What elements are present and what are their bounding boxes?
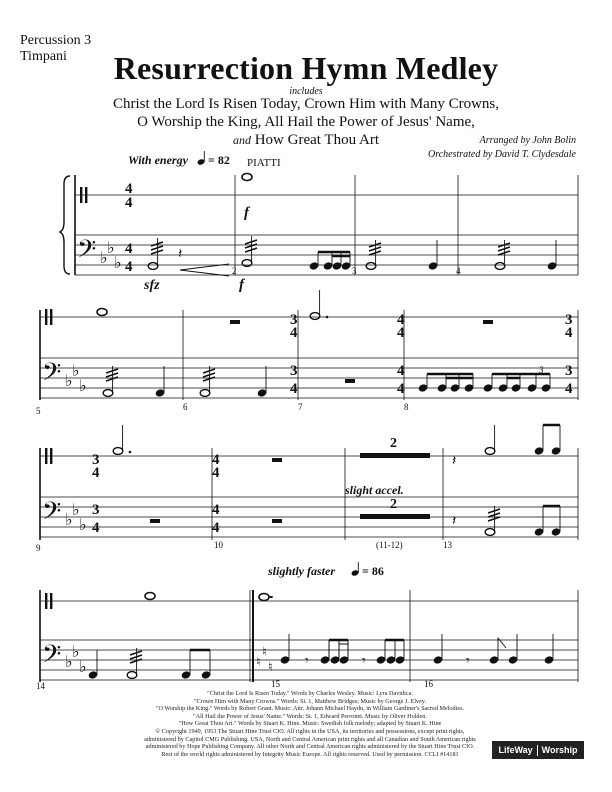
svg-text:4: 4 bbox=[290, 381, 298, 397]
footer-line: Rest of the world rights administered by Integrity Music Europe. All rights reserved. Used by permission. CCLI #14181 bbox=[161, 750, 459, 758]
includes-label: includes bbox=[289, 86, 323, 97]
measure-number: (11-12) bbox=[376, 540, 403, 550]
measure-number: 9 bbox=[36, 543, 41, 553]
footer-line: "How Great Thou Art." Words by Stuart K. Hine. Music: Swedish folk melody; adapted by Stuart K. Hine bbox=[178, 720, 442, 728]
measure-number: 3 bbox=[352, 266, 357, 276]
tempo-2-text: slightly faster bbox=[268, 564, 336, 578]
dynamic-f-2: f bbox=[239, 277, 244, 293]
multirest-count-lower: 2 bbox=[390, 497, 397, 512]
svg-text:3: 3 bbox=[92, 502, 100, 518]
svg-text:𝄢: 𝄢 bbox=[42, 641, 62, 674]
svg-text:4: 4 bbox=[397, 381, 405, 397]
footer-line: "Crown Him with Many Crowns." Words: St. 1, Matthew Bridges; Music by George J. Elvey. bbox=[194, 697, 426, 705]
measure-number: 2 bbox=[232, 266, 237, 276]
svg-text:4: 4 bbox=[397, 363, 405, 379]
measure-number: 5 bbox=[36, 406, 41, 416]
measure-number: 6 bbox=[183, 402, 188, 412]
measure-number: 14 bbox=[36, 681, 45, 690]
footer-line: "Christ the Lord Is Risen Today." Words by Charles Wesley. Music: Lyra Davidica. bbox=[207, 690, 413, 697]
svg-text:♭: ♭ bbox=[65, 512, 73, 529]
tuplet-3: 3 bbox=[539, 365, 544, 375]
svg-text:♮: ♮ bbox=[268, 659, 273, 674]
svg-text:♭: ♭ bbox=[72, 363, 80, 380]
songs-line-2: O Worship the King, All Hail the Power of Jesus' Name, bbox=[137, 114, 475, 130]
svg-text:4: 4 bbox=[212, 452, 220, 468]
publisher-logo bbox=[492, 741, 584, 759]
svg-text:4: 4 bbox=[125, 259, 133, 275]
slight-accel: slight accel. bbox=[345, 483, 404, 497]
svg-text:4: 4 bbox=[212, 520, 220, 536]
page-title: Resurrection Hymn Medley bbox=[113, 50, 499, 86]
svg-text:4: 4 bbox=[92, 465, 100, 481]
svg-text:3: 3 bbox=[92, 452, 100, 468]
svg-text:𝄾: 𝄾 bbox=[362, 654, 366, 669]
svg-text:𝄽: 𝄽 bbox=[178, 247, 183, 262]
svg-text:4: 4 bbox=[212, 502, 220, 518]
svg-text:𝄢: 𝄢 bbox=[77, 236, 97, 269]
songs-last: How Great Thou Art bbox=[254, 132, 380, 148]
measure-number: 13 bbox=[443, 540, 452, 550]
footer-line: "O Worship the King." Words by Robert Grant. Music: Attr. Johann Michael Haydn, in William Gardiner's Sacred Melodies. bbox=[155, 705, 465, 713]
svg-text:4: 4 bbox=[125, 195, 133, 211]
svg-text:𝄾: 𝄾 bbox=[466, 654, 470, 669]
tempo-1-text: With energy bbox=[128, 153, 188, 167]
svg-text:♭: ♭ bbox=[72, 502, 80, 519]
svg-text:4: 4 bbox=[397, 325, 405, 341]
measure-number: 8 bbox=[404, 402, 409, 412]
dynamic-f-1: f bbox=[244, 205, 249, 221]
svg-text:4: 4 bbox=[290, 325, 298, 341]
logo-left: LifeWay bbox=[498, 745, 533, 755]
svg-text:♮: ♮ bbox=[256, 654, 261, 669]
svg-text:♭: ♭ bbox=[65, 373, 73, 390]
svg-text:4: 4 bbox=[565, 381, 573, 397]
svg-text:♮: ♮ bbox=[262, 644, 267, 659]
songs-line-1: Christ the Lord Is Risen Today, Crown Him with Many Crowns, bbox=[112, 96, 499, 112]
multirest-count-upper: 2 bbox=[390, 436, 397, 451]
svg-text:3: 3 bbox=[290, 363, 298, 379]
dynamic-sfz: sfz bbox=[144, 278, 160, 293]
arranger-credit: Arranged by John Bolin bbox=[479, 135, 576, 146]
system-1 bbox=[60, 175, 578, 275]
logo-right: Worship bbox=[541, 745, 578, 755]
svg-text:𝄢: 𝄢 bbox=[42, 359, 62, 392]
svg-text:3: 3 bbox=[290, 312, 298, 328]
svg-text:3: 3 bbox=[565, 312, 573, 328]
svg-text:4: 4 bbox=[92, 520, 100, 536]
instrument-name: Timpani bbox=[20, 49, 67, 64]
svg-text:4: 4 bbox=[125, 241, 133, 257]
part-name: Percussion 3 bbox=[20, 33, 92, 48]
svg-text:♭: ♭ bbox=[79, 378, 87, 395]
svg-text:♭: ♭ bbox=[79, 517, 87, 534]
piatti-label: PIATTI bbox=[247, 157, 281, 169]
svg-text:4: 4 bbox=[212, 465, 220, 481]
svg-text:♭: ♭ bbox=[72, 644, 80, 661]
measure-number: 10 bbox=[214, 540, 223, 550]
system-3 bbox=[40, 448, 578, 540]
tempo-1-value: = 82 bbox=[208, 153, 230, 167]
svg-text:♭: ♭ bbox=[114, 255, 122, 272]
svg-text:𝄾: 𝄾 bbox=[305, 654, 309, 669]
orchestrator-credit: Orchestrated by David T. Clydesdale bbox=[427, 149, 576, 160]
svg-text:♭: ♭ bbox=[100, 250, 108, 267]
system-4 bbox=[40, 590, 578, 682]
measure-number: 4 bbox=[456, 266, 461, 276]
svg-text:𝄽: 𝄽 bbox=[452, 514, 457, 529]
svg-text:♭: ♭ bbox=[65, 654, 73, 671]
songs-and: and bbox=[232, 133, 251, 147]
svg-text:4: 4 bbox=[125, 181, 133, 197]
svg-text:3: 3 bbox=[565, 363, 573, 379]
footer-line: administered by Hope Publishing Company. All other North and Central American rights administered by the Stuart Hine Trust CIO. bbox=[145, 743, 475, 751]
tempo-2-value: = 86 bbox=[362, 564, 384, 578]
svg-text:♭: ♭ bbox=[79, 659, 87, 676]
footer-line: "All Hail the Power of Jesus' Name." Words: St. 1, Edward Perronet. Music by Oliver Holden. bbox=[193, 712, 427, 720]
footer-line: administered by Capitol CMG Publishing. USA, North and Central American print rights and all Canadian and South American rights bbox=[144, 735, 476, 743]
svg-text:4: 4 bbox=[565, 325, 573, 341]
svg-text:4: 4 bbox=[397, 312, 405, 328]
footer-line: © Copyright 1949, 1953 The Stuart Hine Trust CIO. All rights in the USA, its territories and possessions, except print rights, bbox=[155, 727, 465, 735]
measure-number: 7 bbox=[298, 402, 303, 412]
copyright-footer bbox=[120, 690, 500, 758]
measure-number: 16 bbox=[424, 679, 433, 689]
logo-separator bbox=[537, 745, 538, 756]
svg-text:𝄢: 𝄢 bbox=[42, 498, 62, 531]
svg-text:♭: ♭ bbox=[107, 240, 115, 257]
svg-text:𝄽: 𝄽 bbox=[452, 454, 457, 469]
system-2 bbox=[40, 310, 578, 400]
measure-number: 15 bbox=[271, 679, 280, 689]
